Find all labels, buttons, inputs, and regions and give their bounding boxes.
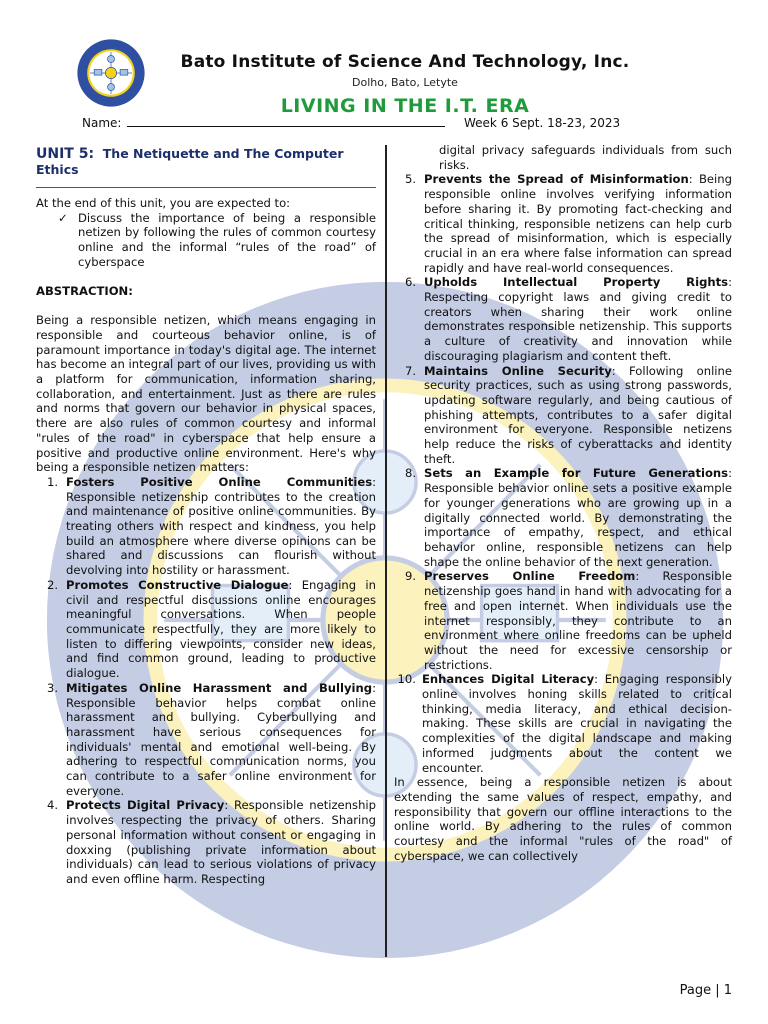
item-text: : Engaging responsibly online involves honing skills related to critical thinking, media literacy, and ethical decision-making. These skills are crucial in navigating the complexities of the digital landscape and making informed judgments about the content we encounter. [422, 672, 732, 775]
item-number: 3. [46, 680, 58, 695]
list-item [36, 578, 376, 681]
school-logo [76, 38, 146, 108]
item-term: Fosters Positive Online Communities [66, 474, 373, 489]
item-number: 1. [46, 474, 58, 489]
item-term: Mitigates Online Harassment and Bullying [66, 680, 373, 695]
item-number: 4. [46, 798, 58, 813]
name-blank [127, 116, 445, 127]
left-column [36, 146, 376, 887]
list-item [36, 475, 376, 578]
reasons-list-left [36, 475, 376, 887]
abstraction-intro: Being a responsible netizen, which means engaging in responsible and courteous behavior online, is of paramount importance in today's digital age. The internet has become an integral part of our lives, providing us with a platform for communication, information sharing, collaboration, and entertainment. Just as there are rules and norms that govern our behavior in physical spaces, there are also rules of common courtesy and informal "rules of the road" in cyberspace that help ensure a positive and productive online environment. Here's why being a responsible netizen matters: [36, 313, 376, 475]
item-term: Protects Digital Privacy [66, 798, 225, 813]
item-term: Prevents the Spread of Misinformation [424, 172, 689, 187]
item-number: 7. [404, 363, 416, 378]
page-number: Page | 1 [679, 983, 732, 998]
item-text: : Engaging in civil and respectful discussions online encourages meaningful conversations. When people communicate respectfully, they are more likely to listen to differing viewpoints, consider new ideas, and find common ground, leading to productive dialogue. [66, 577, 376, 681]
objective-item [58, 211, 376, 270]
item-number: 6. [404, 275, 416, 290]
objectives-intro: At the end of this unit, you are expected to: [36, 196, 291, 210]
item-text: : Responsible netizenship contributes to the creation and maintenance of positive online communities. By treating others with respect and kindness, you help build an atmosphere where diverse opinions can be shared and discussions can flourish without devolving into hostility or harassment. [66, 474, 376, 578]
item-number: 9. [404, 569, 416, 584]
week-label: Week 6 Sept. 18-23, 2023 [464, 116, 621, 130]
checkmark-icon: ✓ [58, 210, 68, 225]
name-label: Name: [82, 116, 122, 130]
item-text: : Responsible behavior online sets a positive example for younger generations who are growing up in a digitally connected world. By demonstrating the importance of empathy, respect, and ethical behavior online, responsible netizens can help shape the online behavior of the next generation. [424, 466, 732, 569]
item-text: : Responsible behavior helps combat online harassment and bullying. Cyberbullying and harassment have serious consequences for individuals' mental and emotional well-being. By adhering to respectful communication norms, you can contribute to a safer online environment for everyone. [66, 680, 376, 798]
item-text: : Following online security practices, such as using strong passwords, updating software regularly, and being cautious of phishing attempts, contributes to a safer digital environment for everyone. Responsible netizens help reduce the risks of cyberattacks and identity theft. [424, 363, 732, 466]
list-item [394, 466, 732, 569]
list-item [394, 672, 732, 775]
item-number: 8. [404, 466, 416, 481]
name-line [82, 116, 445, 130]
item-number: 10. [397, 672, 416, 687]
item-text: : Respecting copyright laws and giving credit to creators when sharing their work online demonstrates responsible netizenship. This supports a culture of creativity and innovation while discouraging plagiarism and content theft. [424, 275, 732, 363]
unit-title: The Netiquette and The Computer Ethics [36, 146, 344, 177]
list-item [394, 569, 732, 672]
list-item [36, 681, 376, 799]
document-header [150, 52, 660, 117]
objective-text: Discuss the importance of being a responsible netizen by following the rules of common courtesy online and the informal “rules of the road” of cyberspace [78, 210, 376, 269]
course-title: LIVING IN THE I.T. ERA [280, 95, 530, 117]
item-term: Sets an Example for Future Generations [424, 466, 729, 481]
abstraction-heading: ABSTRACTION: [36, 283, 133, 298]
unit-heading [36, 146, 376, 178]
item-term: Upholds Intellectual Property Rights [424, 275, 729, 290]
item-text: : Responsible netizenship involves respecting the privacy of others. Sharing personal information without consent or engaging in doxxing (publishing private information about individuals) can lead to serious violations of privacy and even offline harm. Respecting [66, 798, 377, 886]
item-text: : Being responsible online involves verifying information before sharing it. By promoting fact-checking and critical thinking, responsible netizens can help curb the spread of misinformation, which is especially crucial in an era where false information can spread rapidly and have real-world consequences. [424, 172, 732, 275]
reasons-list-right [394, 172, 732, 775]
item-term: Preserves Online Freedom [424, 569, 636, 584]
school-name: Bato Institute of Science And Technology, Inc. [180, 52, 630, 72]
list-item [36, 798, 376, 886]
item-number: 5. [404, 172, 416, 187]
item-term: Enhances Digital Literacy [422, 672, 595, 687]
list-item [394, 172, 732, 275]
item-term: Maintains Online Security [424, 363, 612, 378]
list-item [394, 275, 732, 363]
conclusion-text: In essence, being a responsible netizen is about extending the same values of respect, empathy, and responsibility that govern our offline interactions to the online world. By adhering to the rules of common courtesy and the informal "rules of the road" of cyberspace, we can collectively [394, 775, 732, 863]
list-item [394, 364, 732, 467]
right-column [394, 143, 732, 863]
unit-number: UNIT 5: [36, 146, 95, 162]
continuation-text: digital privacy safeguards individuals from such risks. [439, 143, 732, 172]
item-term: Promotes Constructive Dialogue [66, 577, 289, 592]
item-number: 2. [46, 577, 58, 592]
school-address: Dolho, Bato, Letyte [352, 76, 458, 89]
column-divider [385, 145, 387, 957]
item-text: : Responsible netizenship goes hand in hand with advocating for a free and open internet. When individuals use the internet responsibly, they contribute to an environment where online freedoms can be upheld without the need for excessive censorship or restrictions. [424, 569, 732, 672]
unit-underline [36, 187, 376, 188]
